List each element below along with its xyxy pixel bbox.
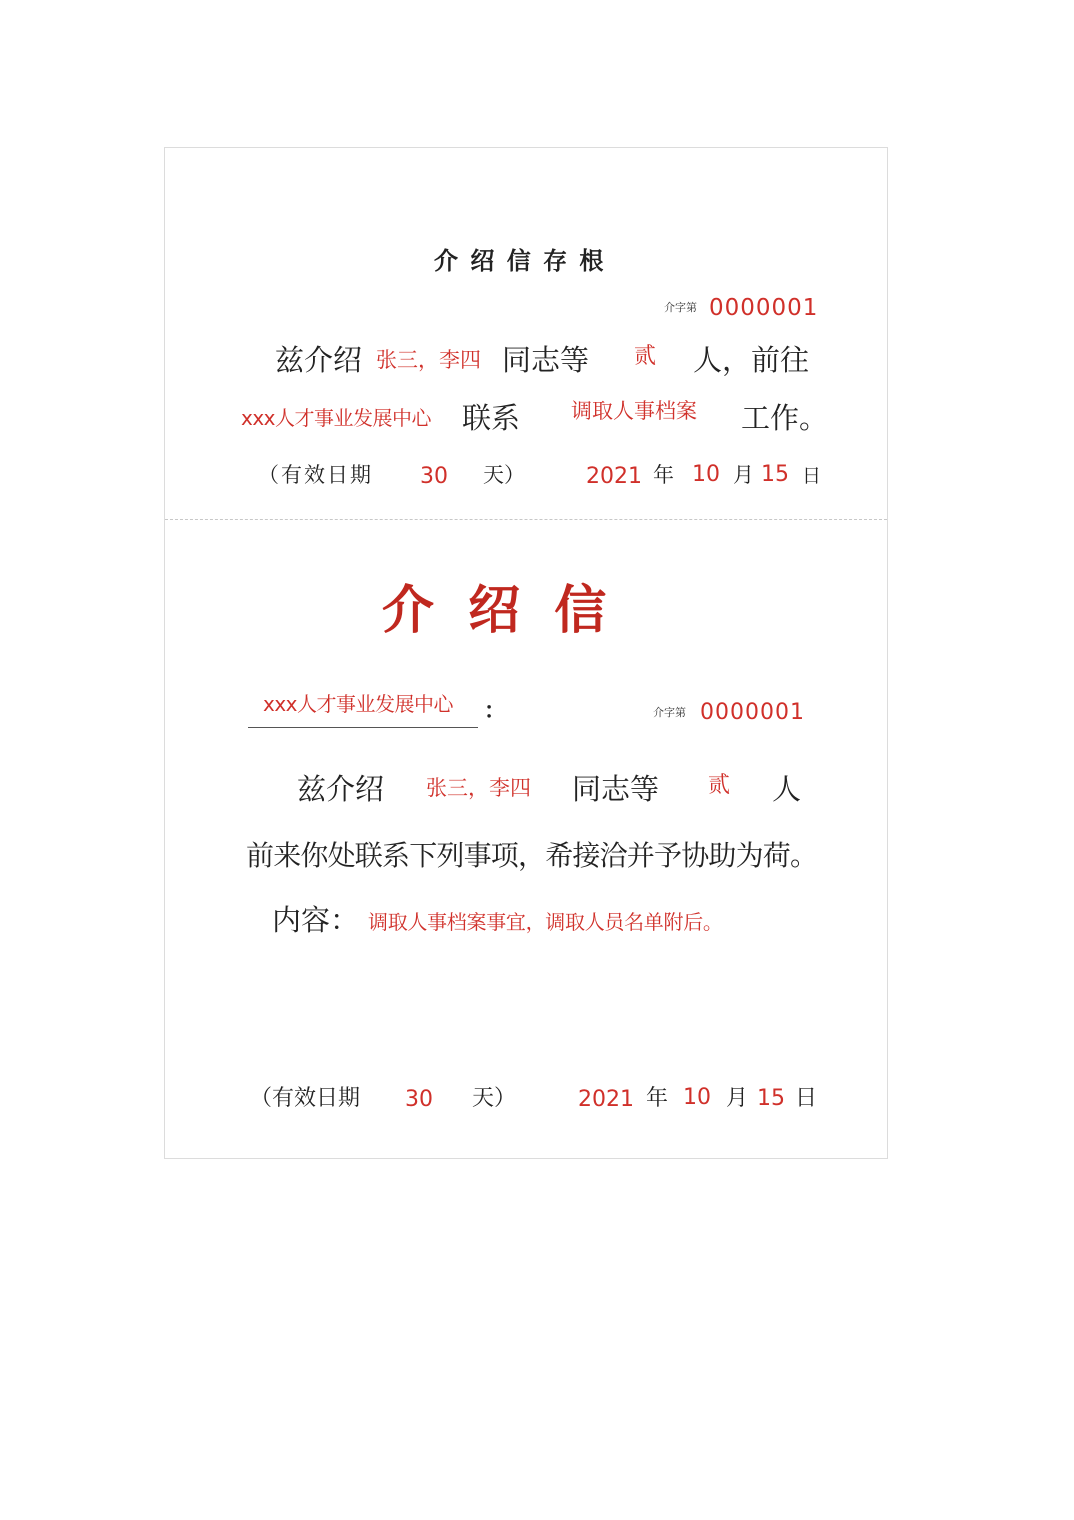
letter-comrades-label: 同志等: [572, 772, 660, 806]
letter-serial-number: 0000001: [700, 700, 805, 725]
letter-recipient: xxx人才事业发展中心: [263, 692, 454, 716]
letter-day: 15: [757, 1086, 785, 1111]
letter-persons: 张三，李四: [426, 776, 531, 800]
stub-intro-prefix: 兹介绍: [275, 343, 363, 377]
stub-year: 2021: [586, 464, 642, 489]
stub-validity-close: 天）: [483, 463, 525, 487]
stub-serial-number: 0000001: [709, 295, 819, 321]
letter-title: 介 绍 信: [382, 581, 615, 641]
letter-content-label: 内容：: [272, 903, 360, 937]
letter-validity-close: 天）: [472, 1086, 517, 1111]
stub-serial-prefix: 介字第: [664, 301, 697, 314]
letter-count: 贰: [708, 773, 731, 798]
letter-validity-open: （有效日期: [250, 1086, 361, 1111]
letter-content-value: 调取人事档案事宜，调取人员名单附后。: [368, 910, 723, 934]
letter-month-label: 月: [726, 1086, 749, 1111]
stub-comrades-label: 同志等: [502, 343, 590, 377]
stub-validity-open: （有效日期: [258, 463, 373, 487]
stub-day: 15: [761, 462, 789, 487]
stub-day-label: 日: [802, 465, 822, 487]
letter-intro-prefix: 兹介绍: [297, 772, 385, 806]
letter-body-line: 前来你处联系下列事项，希接洽并予协助为荷。: [246, 839, 818, 872]
stub-month: 10: [692, 462, 720, 487]
stub-year-label: 年: [653, 463, 674, 487]
letter-recipient-colon: ：: [484, 698, 507, 724]
letter-month: 10: [683, 1085, 711, 1110]
stub-persons: 张三，李四: [376, 348, 481, 372]
recipient-underline: [248, 727, 478, 728]
letter-validity-days: 30: [405, 1087, 433, 1112]
letter-serial-prefix: 介字第: [653, 706, 686, 719]
tear-off-dashed-line: [165, 519, 887, 520]
letter-person-unit: 人: [772, 772, 802, 806]
stub-count: 贰: [634, 344, 657, 369]
stub-contact-label: 联系: [462, 401, 521, 435]
stub-validity-days: 30: [420, 464, 448, 489]
letter-day-label: 日: [795, 1086, 818, 1111]
stub-matter: 调取人事档案: [571, 399, 697, 423]
stub-month-label: 月: [733, 463, 754, 487]
letter-year: 2021: [578, 1087, 634, 1112]
stub-work-suffix: 工作。: [741, 401, 829, 435]
stub-title: 介 绍 信 存 根: [434, 246, 606, 275]
stub-destination: xxx人才事业发展中心: [241, 406, 432, 430]
stub-person-goto: 人，前往: [693, 343, 810, 377]
letter-year-label: 年: [646, 1086, 669, 1111]
